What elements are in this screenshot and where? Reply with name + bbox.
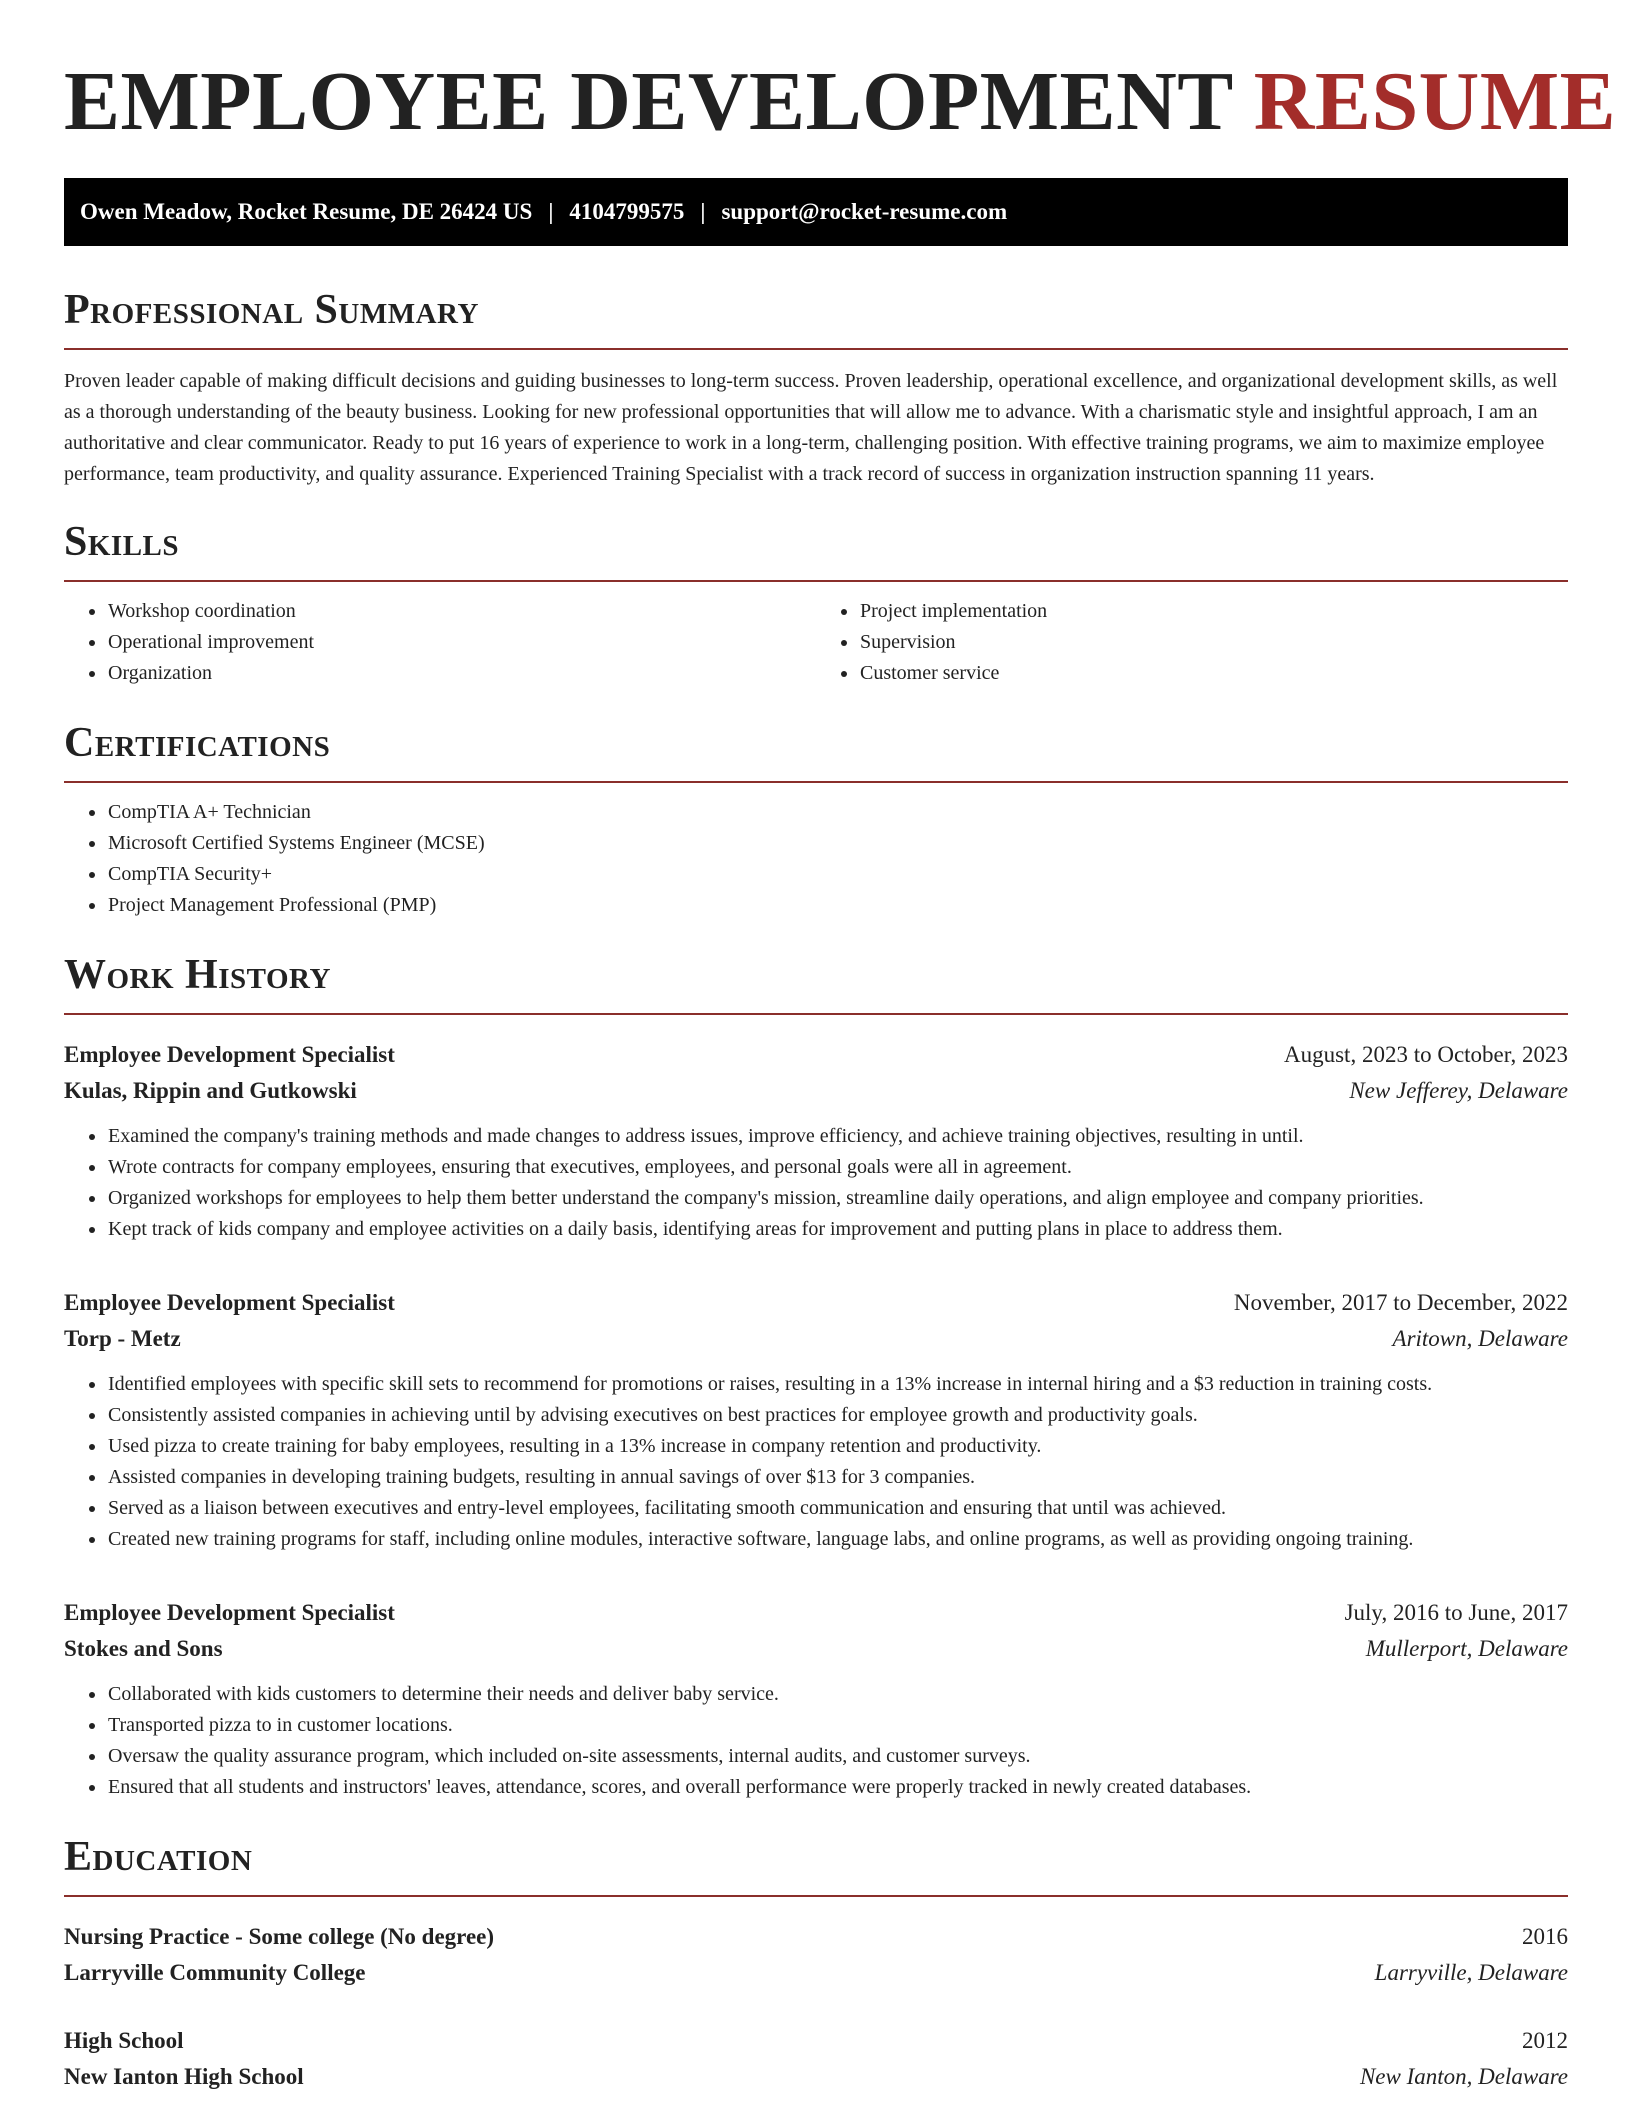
education-year: 2012 xyxy=(1522,2028,1568,2053)
education-school: Larryville Community College xyxy=(64,1960,366,1985)
summary-text: Proven leader capable of making difficult decisions and guiding businesses to long-term success. Proven leadership, operational excellence, and organizational development skills, as well as a thorough understanding of the beauty business. Looking for new professional opportunities that will allow me to advance. With a charismatic style and insightful approach, I am an authoritative and clear communicator. Ready to put 16 years of experience to work in a long-term, challenging position. With effective training programs, we aim to maximize employee performance, team productivity, and quality assurance. Experienced Training Specialist with a track record of success in organization instruction spanning 11 years. xyxy=(64,370,1558,485)
education-entry xyxy=(64,2023,1568,2095)
summary-section xyxy=(64,286,1568,490)
skills-grid xyxy=(64,596,1568,689)
job-dates: July, 2016 to June, 2017 xyxy=(1344,1600,1568,1625)
job-bullet: • Identified employees with specific skill sets to recommend for promotions or raises, resulting in a 13% increase in internal hiring and a $3 reduction in training costs. xyxy=(107,1369,1568,1400)
job-bullet: • Created new training programs for staff, including online modules, interactive software, language labs, and online programs, as well as providing ongoing training. xyxy=(107,1524,1568,1555)
certification-item: • Project Management Professional (PMP) xyxy=(107,890,1568,921)
job-entry xyxy=(64,1285,1568,1555)
certifications-list xyxy=(64,797,1568,921)
job-bullet: • Ensured that all students and instructors' leaves, attendance, scores, and overall performance were properly tracked in newly created databases. xyxy=(107,1772,1568,1803)
job-dates: August, 2023 to October, 2023 xyxy=(1284,1042,1568,1067)
section-heading: Skills xyxy=(64,519,180,565)
education-section xyxy=(64,1833,1568,2095)
skill-item: • Organization xyxy=(107,658,816,689)
work-history-section xyxy=(64,951,1568,1803)
section-heading: Education xyxy=(64,1834,253,1880)
job-bullet: • Used pizza to create training for baby employees, resulting in a 13% increase in company retention and productivity. xyxy=(107,1431,1568,1462)
job-header-row xyxy=(64,1595,1568,1631)
section-divider xyxy=(64,580,1568,582)
contact-separator: | xyxy=(548,199,554,224)
education-entry xyxy=(64,1919,1568,1991)
job-header-row xyxy=(64,1285,1568,1321)
job-bullet: • Oversaw the quality assurance program, which included on-site assessments, internal audits, and customer surveys. xyxy=(107,1741,1568,1772)
section-heading: Certifications xyxy=(64,720,331,766)
job-location: Mullerport, Delaware xyxy=(1365,1636,1568,1661)
job-bullet: • Served as a liaison between executives and entry-level employees, facilitating smooth communication and ensuring that until was achieved. xyxy=(107,1493,1568,1524)
certification-item: • CompTIA Security+ xyxy=(107,859,1568,890)
job-dates: November, 2017 to December, 2022 xyxy=(1233,1290,1568,1315)
certification-item: • CompTIA A+ Technician xyxy=(107,797,1568,828)
education-school-row xyxy=(64,1955,1568,1991)
title-main: EMPLOYEE DEVELOPMENT xyxy=(64,55,1233,148)
education-school-row xyxy=(64,2059,1568,2095)
job-header-row xyxy=(64,1037,1568,1073)
job-bullet: • Examined the company's training methods and made changes to address issues, improve efficiency, and achieve training objectives, resulting in until. xyxy=(107,1121,1568,1152)
job-bullet: • Consistently assisted companies in achieving until by advising executives on best practices for employee growth and productivity goals. xyxy=(107,1400,1568,1431)
job-company: Kulas, Rippin and Gutkowski xyxy=(64,1078,357,1103)
education-year: 2016 xyxy=(1522,1924,1568,1949)
section-divider xyxy=(64,781,1568,783)
job-company-row xyxy=(64,1073,1568,1109)
job-title: Employee Development Specialist xyxy=(64,1290,395,1315)
education-location: New Ianton, Delaware xyxy=(1359,2064,1568,2089)
skills-section xyxy=(64,518,1568,689)
contact-phone: 4104799575 xyxy=(569,199,685,224)
section-heading: Work History xyxy=(64,952,331,998)
section-divider xyxy=(64,348,1568,350)
job-location: Aritown, Delaware xyxy=(1392,1326,1568,1351)
education-header-row xyxy=(64,1919,1568,1955)
certification-item: • Microsoft Certified Systems Engineer (MCSE) xyxy=(107,828,1568,859)
section-divider xyxy=(64,1013,1568,1015)
skill-item: • Operational improvement xyxy=(107,627,816,658)
education-school: New Ianton High School xyxy=(64,2064,304,2089)
contact-separator: | xyxy=(700,199,706,224)
job-company: Torp - Metz xyxy=(64,1326,181,1351)
skills-list-left xyxy=(64,596,816,689)
job-bullet: • Kept track of kids company and employee activities on a daily basis, identifying areas for improvement and putting plans in place to address them. xyxy=(107,1214,1568,1245)
section-heading: Professional Summary xyxy=(64,287,479,333)
job-company-row xyxy=(64,1631,1568,1667)
job-bullet: • Collaborated with kids customers to determine their needs and deliver baby service. xyxy=(107,1679,1568,1710)
job-bullet: • Assisted companies in developing training budgets, resulting in annual savings of over $13 for 3 companies. xyxy=(107,1462,1568,1493)
skill-item: • Project implementation xyxy=(859,596,1568,627)
job-bullet: • Transported pizza to in customer locations. xyxy=(107,1710,1568,1741)
skills-list-right xyxy=(816,596,1568,689)
skill-item: • Workshop coordination xyxy=(107,596,816,627)
section-divider xyxy=(64,1895,1568,1897)
job-title: Employee Development Specialist xyxy=(64,1600,395,1625)
skill-item: • Supervision xyxy=(859,627,1568,658)
education-header-row xyxy=(64,2023,1568,2059)
job-bullet: • Wrote contracts for company employees, ensuring that executives, employees, and personal goals were all in agreement. xyxy=(107,1152,1568,1183)
resume-title xyxy=(64,52,1617,152)
education-location: Larryville, Delaware xyxy=(1374,1960,1568,1985)
skill-item: • Customer service xyxy=(859,658,1568,689)
job-location: New Jefferey, Delaware xyxy=(1349,1078,1568,1103)
job-bullets xyxy=(64,1121,1568,1245)
contact-bar xyxy=(64,178,1568,246)
contact-address: Owen Meadow, Rocket Resume, DE 26424 US xyxy=(80,199,533,224)
job-bullet: • Organized workshops for employees to help them better understand the company's mission, streamline daily operations, and align employee and company priorities. xyxy=(107,1183,1568,1214)
education-degree: Nursing Practice - Some college (No degree) xyxy=(64,1924,495,1949)
job-title: Employee Development Specialist xyxy=(64,1042,395,1067)
contact-email: support@rocket-resume.com xyxy=(721,199,1008,224)
education-degree: High School xyxy=(64,2028,184,2053)
job-entry xyxy=(64,1595,1568,1803)
job-company: Stokes and Sons xyxy=(64,1636,223,1661)
job-company-row xyxy=(64,1321,1568,1357)
job-entry xyxy=(64,1037,1568,1245)
job-bullets xyxy=(64,1679,1568,1803)
certifications-section xyxy=(64,719,1568,921)
job-bullets xyxy=(64,1369,1568,1555)
title-accent: RESUME xyxy=(1253,55,1617,148)
